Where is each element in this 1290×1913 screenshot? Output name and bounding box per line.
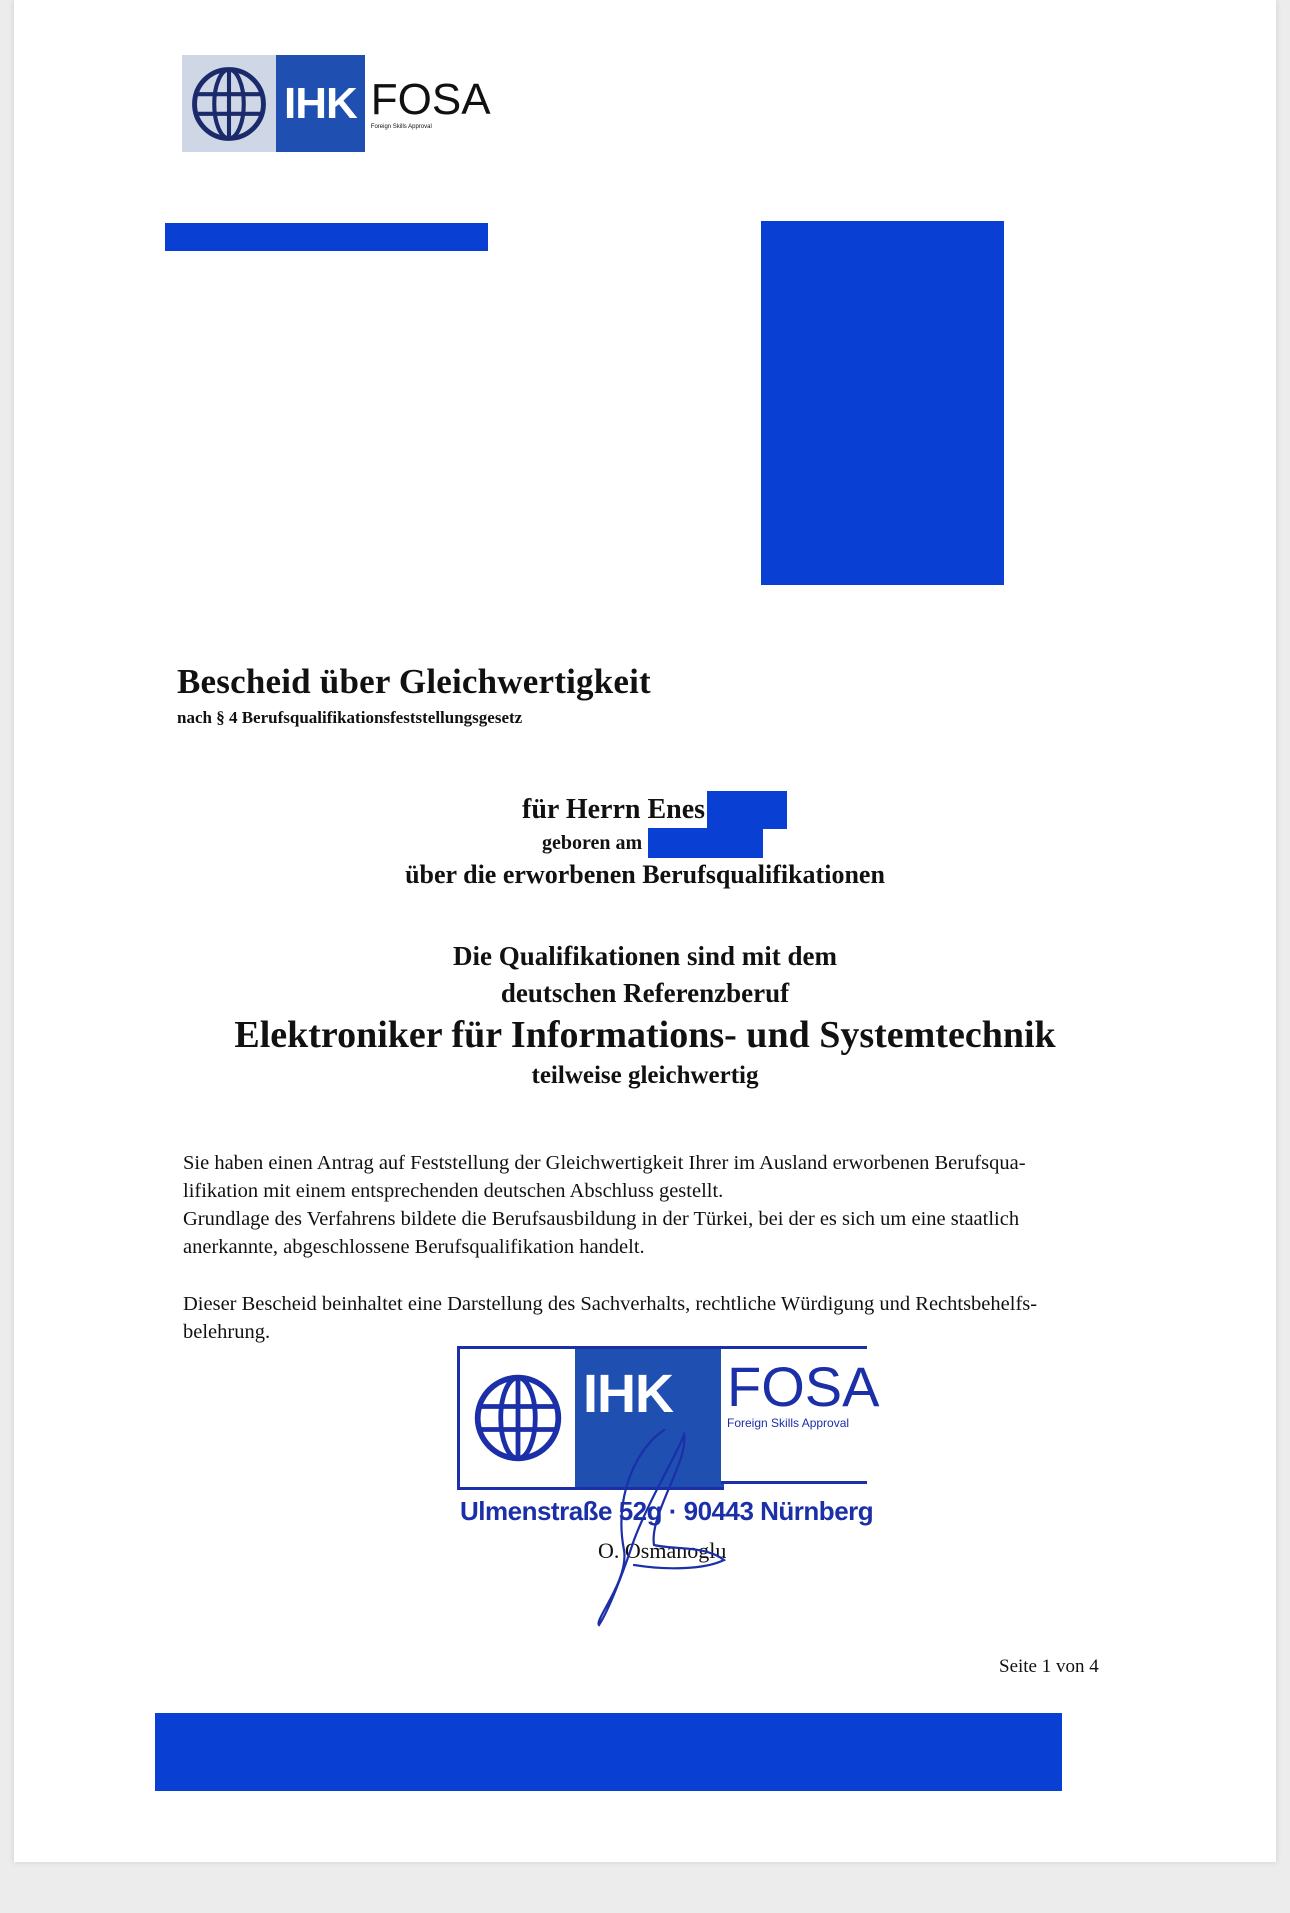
stamp-address: Ulmenstraße 52g · 90443 Nürnberg (460, 1496, 874, 1526)
redacted-address-line (165, 223, 488, 251)
paragraph-line: lifikation mit einem entsprechenden deutschen Abschluss gestellt. (183, 1180, 724, 1202)
recipient-line (522, 790, 787, 830)
stamp-fosa-text: FOSA (727, 1355, 880, 1418)
redacted-footer (155, 1713, 1062, 1791)
result-line-2: deutschen Referenzberuf (500, 978, 790, 1008)
paragraph-line: Dieser Bescheid beinhaltet eine Darstellung des Sachverhalts, rechtliche Würdigung und Rechtsbehelfs- (183, 1293, 1038, 1315)
signatory-name: O. Osmanoglu (598, 1538, 727, 1563)
document-page (14, 0, 1276, 1862)
stamp-ihk-text: IHK (575, 1349, 724, 1487)
result-status: teilweise gleichwertig (531, 1062, 759, 1089)
paragraph-application (183, 1149, 1143, 1261)
reference-profession: Elektroniker für Informations- und Systemtechnik (234, 1014, 1056, 1056)
birth-line (542, 828, 763, 858)
paragraph-contents (183, 1290, 1143, 1346)
ihk-fosa-logo (182, 55, 491, 152)
paragraph-line: anerkannte, abgeschlossene Berufsqualifikation handelt. (183, 1236, 645, 1258)
document-subtitle: nach § 4 Berufsqualifikationsfeststellungsgesetz (177, 708, 523, 727)
handwritten-signature (554, 1420, 764, 1630)
redacted-surname (707, 791, 787, 829)
logo-ihk-text: IHK (276, 55, 365, 152)
result-line-1: Die Qualifikationen sind mit dem (452, 941, 838, 971)
paragraph-line: Sie haben einen Antrag auf Feststellung der Gleichwertigkeit Ihrer im Ausland erworbenen Berufsqua- (183, 1152, 1026, 1174)
document-title: Bescheid über Gleichwertigkeit (177, 662, 651, 701)
redacted-info-block (761, 221, 1004, 585)
redacted-birthdate (648, 828, 763, 858)
page-indicator: Seite 1 von 4 (999, 1656, 1099, 1677)
qualifications-line: über die erworbenen Berufsqualifikationen (405, 860, 885, 889)
paragraph-line: belehrung. (183, 1321, 271, 1343)
recipient-name: für Herrn Enes (522, 794, 706, 825)
stamp-tagline: Foreign Skills Approval (727, 1416, 850, 1430)
paragraph-line: Grundlage des Verfahrens bildete die Berufsausbildung in der Türkei, bei der es sich um eine staatlich (183, 1208, 1020, 1230)
globe-icon (182, 55, 276, 152)
born-label: geboren am (542, 831, 643, 854)
logo-fosa-text: FOSA (370, 74, 491, 124)
logo-tagline: Foreign Skills Approval (370, 123, 432, 130)
